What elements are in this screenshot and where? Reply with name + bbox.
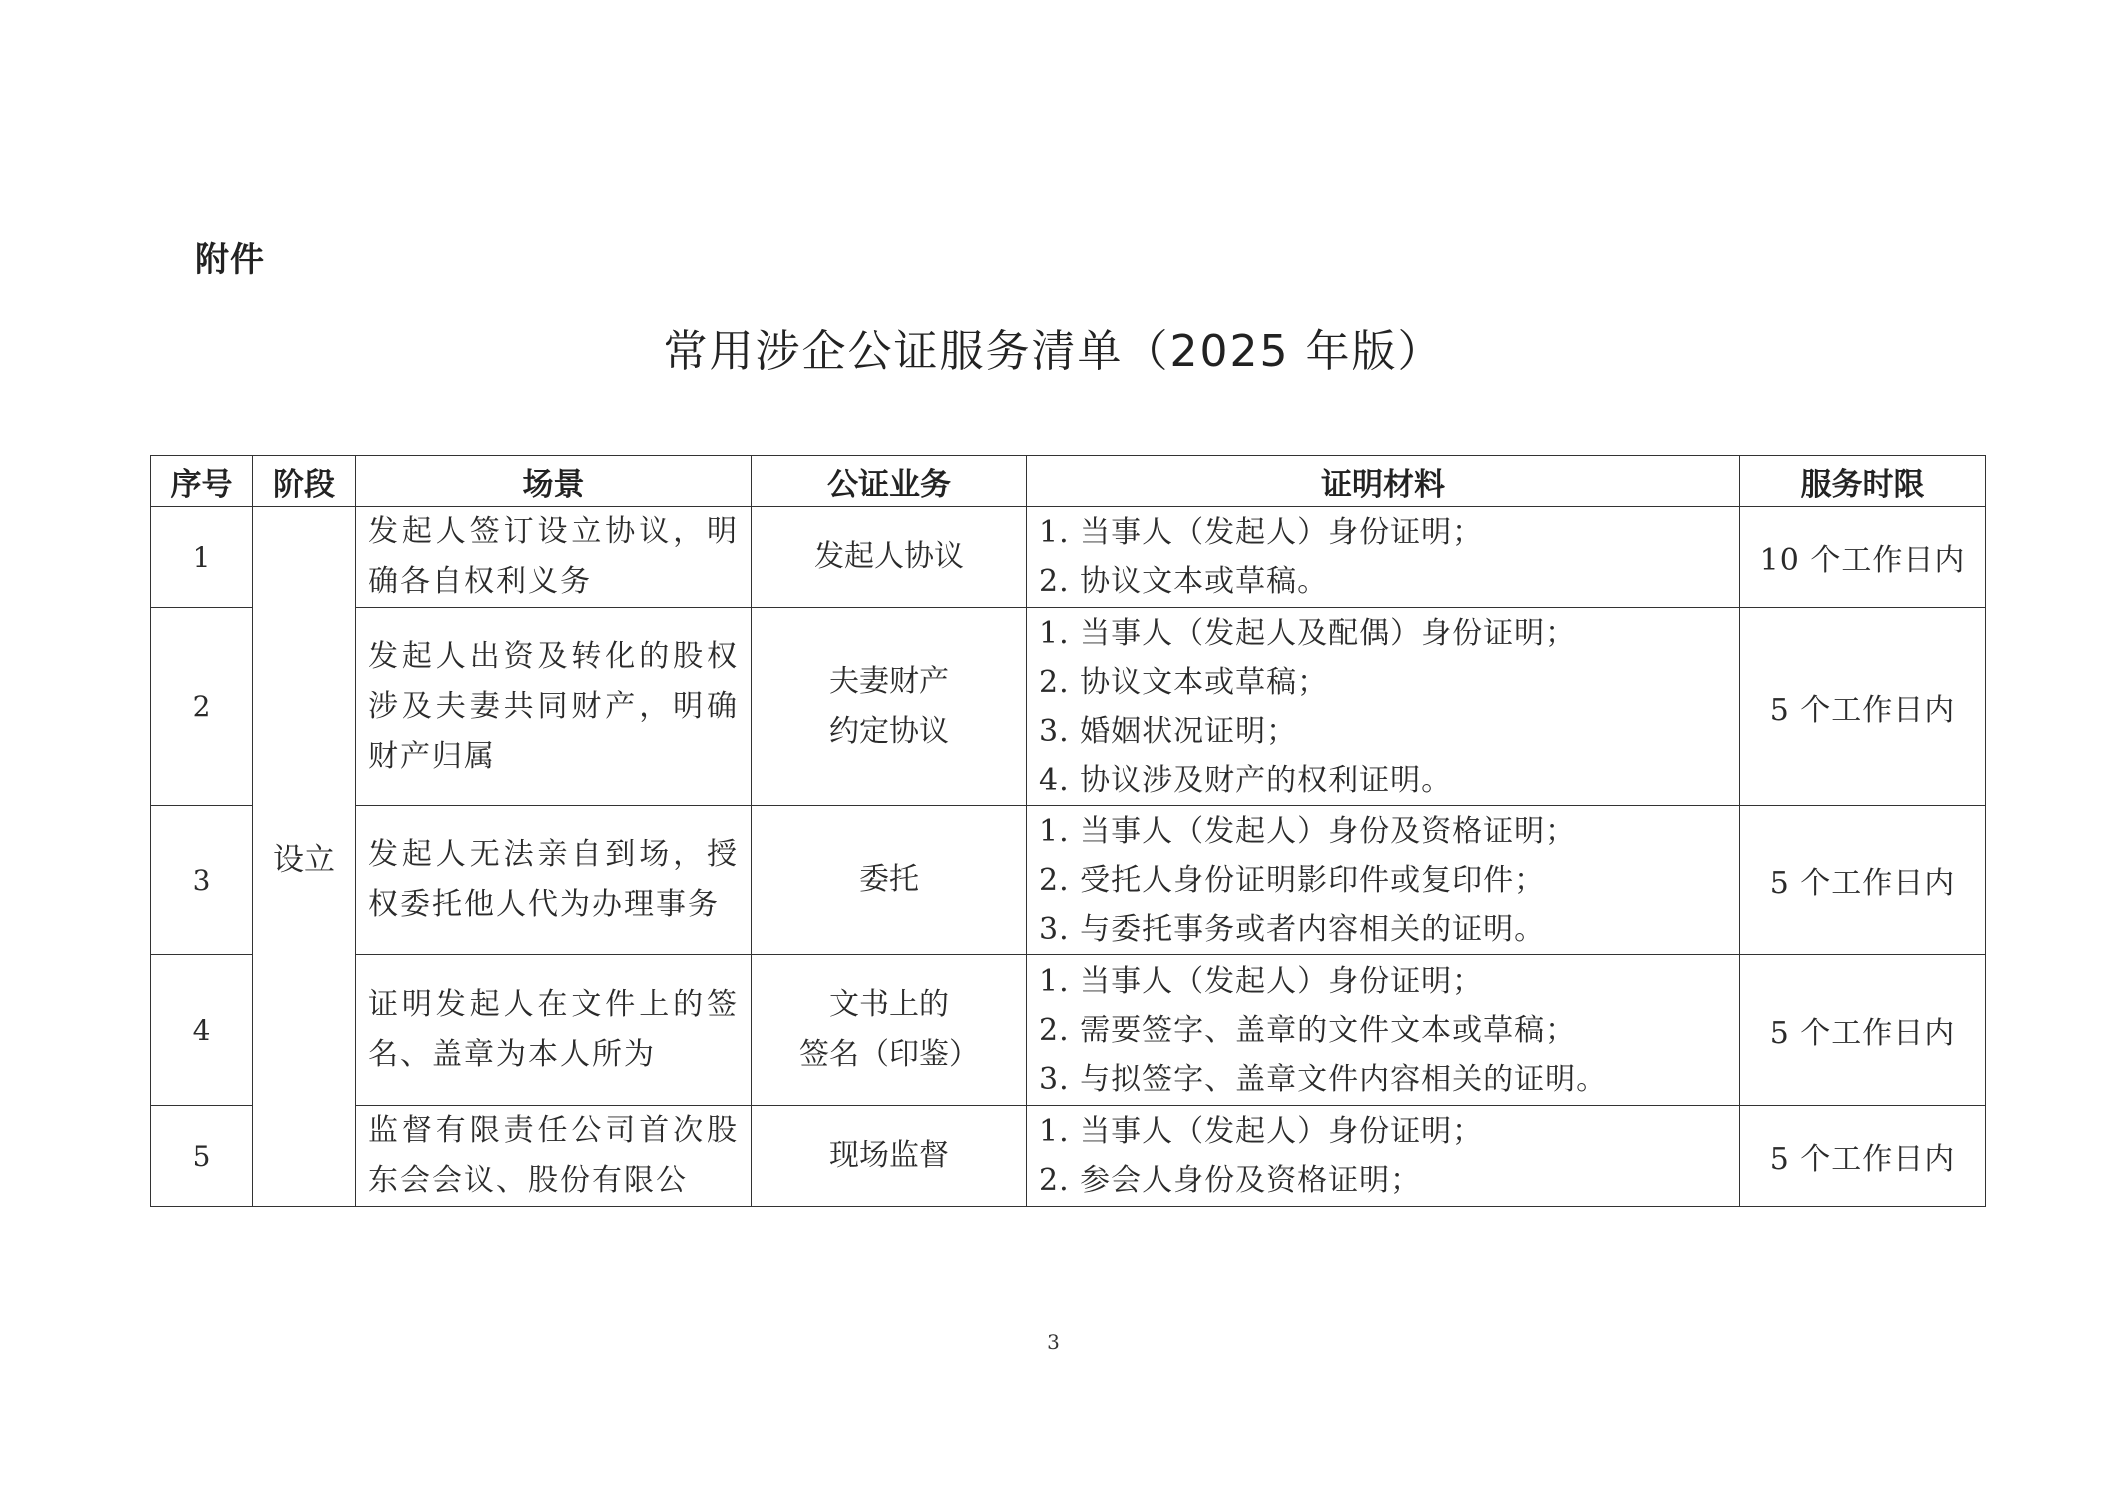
header-stage: 阶段 [253, 456, 356, 507]
table-row [151, 507, 1986, 608]
service-table [150, 455, 1986, 1207]
row-seq: 2 [151, 608, 253, 806]
table-row [151, 955, 1986, 1106]
row-materials [1027, 806, 1740, 955]
document-title: 常用涉企公证服务清单（2025 年版） [663, 326, 1444, 377]
row-materials [1027, 1106, 1740, 1207]
row-business [752, 955, 1027, 1106]
header-materials: 证明材料 [1027, 456, 1740, 507]
material-item: 2. 参会人身份及资格证明； [1039, 1163, 1422, 1198]
material-item: 3. 婚姻状况证明； [1039, 713, 1298, 749]
header-seq: 序号 [151, 456, 253, 507]
row-business [752, 507, 1027, 608]
row-seq: 4 [151, 955, 253, 1106]
row-time-limit: 5 个工作日内 [1740, 955, 1986, 1106]
business-line: 现场监督 [829, 1138, 949, 1173]
material-item: 2. 协议文本或草稿。 [1039, 564, 1329, 599]
material-item: 3. 与委托事务或者内容相关的证明。 [1039, 911, 1546, 947]
header-scene: 场景 [356, 456, 752, 507]
row-seq: 1 [151, 507, 253, 608]
material-item: 2. 需要签字、盖章的文件文本或草稿； [1039, 1012, 1577, 1048]
row-materials [1027, 608, 1740, 806]
row-business [752, 806, 1027, 955]
table-row [151, 1106, 1986, 1207]
material-item: 1. 当事人（发起人）身份证明； [1039, 963, 1484, 999]
row-scene: 发起人出资及转化的股权涉及夫妻共同财产，明确财产归属 [356, 608, 752, 806]
business-line: 约定协议 [829, 713, 949, 749]
stage-cell: 设立 [253, 507, 356, 1207]
row-time-limit: 5 个工作日内 [1740, 806, 1986, 955]
row-time-limit: 10 个工作日内 [1740, 507, 1986, 608]
row-scene: 发起人无法亲自到场，授权委托他人代为办理事务 [356, 806, 752, 955]
table-row [151, 806, 1986, 955]
table-row [151, 608, 1986, 806]
header-business: 公证业务 [752, 456, 1027, 507]
row-scene: 发起人签订设立协议，明确各自权利义务 [356, 507, 752, 608]
business-line: 发起人协议 [814, 539, 964, 574]
business-line: 委托 [859, 862, 919, 897]
business-line: 夫妻财产 [829, 663, 949, 699]
table-header-row [151, 456, 1986, 507]
row-time-limit: 5 个工作日内 [1740, 608, 1986, 806]
row-materials [1027, 955, 1740, 1106]
row-scene: 监督有限责任公司首次股东会会议、股份有限公 [356, 1106, 752, 1207]
material-item: 1. 当事人（发起人）身份及资格证明； [1039, 813, 1577, 849]
page-number: 3 [1047, 1330, 1060, 1354]
business-line: 签名（印鉴） [799, 1037, 979, 1072]
row-scene: 证明发起人在文件上的签名、盖章为本人所为 [356, 955, 752, 1106]
row-time-limit: 5 个工作日内 [1740, 1106, 1986, 1207]
row-business [752, 1106, 1027, 1207]
row-seq: 3 [151, 806, 253, 955]
row-business [752, 608, 1027, 806]
material-item: 1. 当事人（发起人及配偶）身份证明； [1039, 615, 1577, 651]
material-item: 2. 协议文本或草稿； [1039, 664, 1329, 700]
row-materials [1027, 507, 1740, 608]
material-item: 1. 当事人（发起人）身份证明； [1039, 515, 1484, 550]
material-item: 3. 与拟签字、盖章文件内容相关的证明。 [1039, 1061, 1608, 1097]
business-line: 文书上的 [829, 987, 949, 1022]
attachment-label: 附件 [195, 240, 265, 280]
header-time-limit: 服务时限 [1740, 456, 1986, 507]
material-item: 2. 受托人身份证明影印件或复印件； [1039, 862, 1546, 898]
material-item: 1. 当事人（发起人）身份证明； [1039, 1114, 1484, 1149]
material-item: 4. 协议涉及财产的权利证明。 [1039, 762, 1453, 798]
row-seq: 5 [151, 1106, 253, 1207]
